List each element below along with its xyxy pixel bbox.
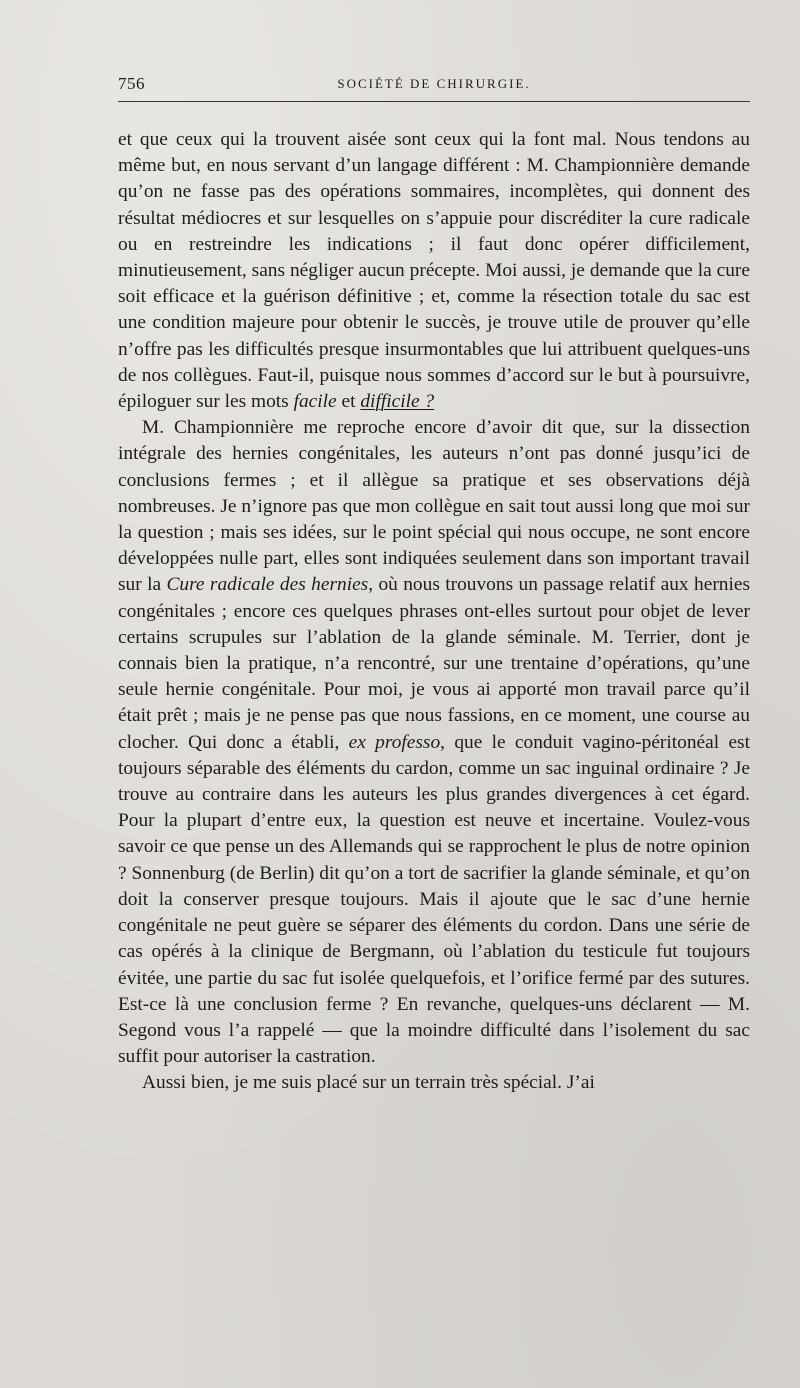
header-rule bbox=[118, 101, 750, 102]
page-header bbox=[118, 74, 750, 98]
italic-ex-professo: ex professo bbox=[348, 731, 441, 753]
paragraph-2: M. Championnière me reproche encore d’avoir dit que, sur la dissection intégrale des hernies congénitales, les auteurs n’ont pas donné jusqu’ici de conclusions fermes ; et il allègue sa pratique et ses observations déjà nombreuses. Je n’ignore pas que mon collègue en sait tout aussi long que moi sur la question ; mais ses idées, sur le point spécial qui nous occupe, ne sont encore développées nulle part, elles sont indiquées seulement dans son important travail sur la Cure radicale des hernies, où nous trouvons un passage relatif aux hernies congénitales ; encore ces quelques phrases ont-elles surtout pour objet de lever certains scrupules sur l’ablation de la glande séminale. M. Terrier, dont je connais bien la pratique, n’a rencontré, sur une trentaine d’opérations, qu’une seule hernie congénitale. Pour moi, je vous ai apporté mon travail parce qu’il était prêt ; mais je ne pense pas que nous fassions, en ce moment, une course au clocher. Qui donc a établi, ex professo, que le conduit vagino-péritonéal est toujours séparable des éléments du cardon, comme un sac inguinal ordinaire ? Je trouve au contraire dans les auteurs les plus grandes divergences à cet égard. Pour la plupart d’entre eux, la question est neuve et incertaine. Voulez-vous savoir ce que pense un des Allemands qui se rapprochent le plus de notre opinion ? Sonnenburg (de Berlin) dit qu’on a tort de sacrifier la glande séminale, et qu’on doit la conserver presque toujours. Mais il ajoute que le sac d’une hernie congénitale ne peut guère se séparer des éléments du cordon. Dans une série de cas opérés à la clinique de Bergmann, où l’ablation du testicule fut toujours évitée, une partie du sac fut isolée quelquefois, et l’orifice fermé par des sutures. Est-ce là une conclusion ferme ? En revanche, quelques-uns déclarent — M. Segond vous l’a rappelé — que la moindre difficulté dans l’isolement du sac suffit pour autoriser la castration. bbox=[118, 417, 751, 1068]
italic-facile: facile bbox=[293, 391, 337, 413]
body-text bbox=[118, 127, 750, 1097]
paragraph-1: et que ceux qui la trouvent aisée sont ceux qui la font mal. Nous tendons au même but, en nous servant d’un langage différent : M. Championnière demande qu’on ne fasse pas des opérations sommaires, incomplètes, qui donnent des résultat médiocres et sur lesquelles on s’appuie pour discréditer la cure radicale ou en restreindre les indications ; il faut donc opérer difficilement, minutieusement, sans négliger aucun précepte. Moi aussi, je demande que la cure soit efficace et la guérison définitive ; et, comme la résection totale du sac est une condition majeure pour obtenir le succès, je trouve utile de prouver qu’elle n’offre pas les difficultés presque insurmontables que lui attribuent quelques-uns de nos collègues. Faut-il, puisque nous sommes d’accord sur le but à poursuivre, épiloguer sur les mots facile et difficile ? bbox=[118, 129, 750, 413]
running-title: SOCIÉTÉ DE CHIRURGIE. bbox=[337, 76, 531, 91]
paragraph-3: Aussi bien, je me suis placé sur un terrain très spécial. J’ai bbox=[142, 1072, 595, 1094]
italic-cure-radicale: Cure radicale des hernies bbox=[166, 574, 369, 596]
italic-difficile: difficile ? bbox=[360, 391, 435, 413]
page-number: 756 bbox=[118, 74, 145, 93]
